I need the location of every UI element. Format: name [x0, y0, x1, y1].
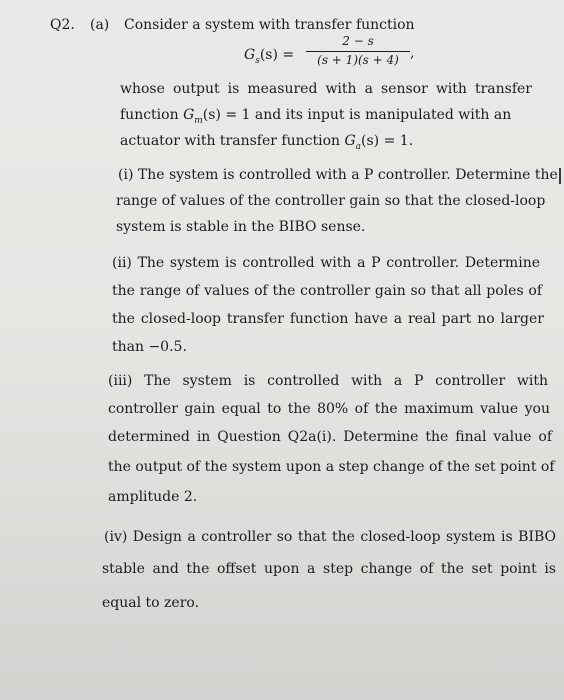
part-label: (a) — [90, 17, 110, 33]
gs-denominator: (s + 1)(s + 4) — [317, 53, 399, 67]
part-i-line-1: (i) The system is controlled with a P controller. Determine the — [118, 167, 558, 183]
part-iii-line-2: controller gain equal to the 80% of the maximum value you — [108, 401, 550, 417]
part-ii-line-4: than −0.5. — [112, 339, 187, 355]
part-ii-line-2: the range of values of the controller gain so that all poles of — [112, 283, 542, 299]
gs-fraction-bar — [306, 51, 410, 52]
sensor-line-2: function $G_m(s) = 1$ and its input is manipulated with an — [120, 107, 512, 126]
actuator-line: actuator with transfer function $G_a(s) = 1$. — [120, 133, 414, 152]
part-i-line-3: system is stable in the BIBO sense. — [116, 219, 366, 235]
gs-comma: , — [410, 45, 415, 61]
gs-equation-lhs: $G_s(s)$ = — [244, 47, 295, 66]
part-ii-line-3: the closed-loop transfer function have a real part no larger — [112, 311, 544, 327]
question-number: Q2. — [50, 17, 75, 33]
part-iii-line-4: the output of the system upon a step change of the set point of — [108, 459, 555, 475]
gs-numerator: 2 − s — [342, 34, 374, 48]
part-iii-line-3: determined in Question Q2a(i). Determine the final value of — [108, 429, 552, 445]
part-iv-line-2: stable and the offset upon a step change of the set point is — [102, 561, 556, 577]
gm-symbol: $G_m$ — [183, 107, 203, 126]
part-iv-line-1: (iv) Design a controller so that the closed-loop system is BIBO — [104, 529, 556, 545]
part-iv-line-3: equal to zero. — [102, 595, 200, 611]
part-ii-line-1: (ii) The system is controlled with a P controller. Determine — [112, 255, 540, 271]
page-edge-mark — [559, 168, 561, 184]
ga-symbol: $G_a$ — [344, 133, 362, 152]
part-iii-line-5: amplitude 2. — [108, 489, 198, 505]
sensor-line-1: whose output is measured with a sensor with transfer — [120, 81, 532, 97]
part-i-line-2: range of values of the controller gain so that the closed-loop — [116, 193, 546, 209]
part-iii-line-1: (iii) The system is controlled with a P controller with — [108, 373, 548, 389]
question-intro: Consider a system with transfer function — [124, 17, 415, 33]
